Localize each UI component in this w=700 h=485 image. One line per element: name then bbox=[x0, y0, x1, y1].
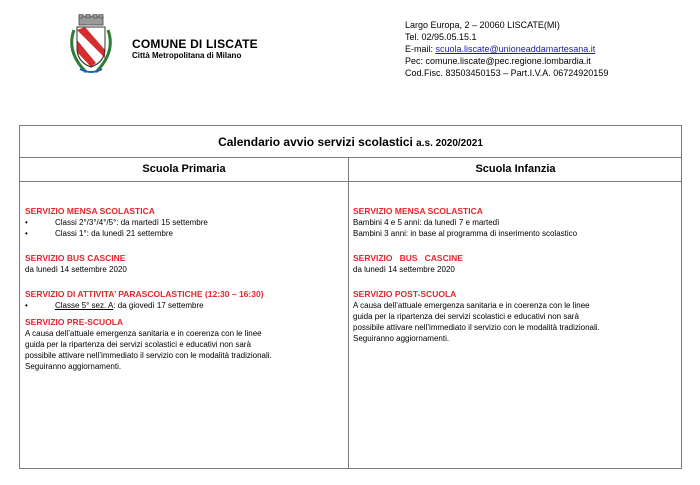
org-name: COMUNE DI LISCATE bbox=[132, 37, 258, 51]
table-title-main: Calendario avvio servizi scolastici bbox=[218, 135, 417, 149]
email-link[interactable]: scuola.liscate@unioneaddamartesana.it bbox=[435, 44, 596, 54]
column-divider bbox=[348, 157, 349, 469]
table-title-row bbox=[20, 126, 681, 158]
bullet: • bbox=[25, 301, 28, 310]
contact-block bbox=[405, 19, 608, 79]
schedule-table bbox=[19, 125, 682, 469]
school-year: a.s. 2020/2021 bbox=[416, 138, 483, 149]
column-header-row bbox=[20, 157, 681, 182]
primaria-parascolastiche-title: SERVIZIO DI ATTIVITA’ PARASCOLASTICHE (12:30 – 16:30) bbox=[25, 289, 264, 299]
email-line bbox=[405, 43, 608, 55]
org-subtitle: Città Metropolitana di Milano bbox=[132, 51, 242, 60]
bullet: • bbox=[25, 229, 28, 238]
paragraph-line: guida per la ripartenza dei servizi scolastici e educativi non sarà bbox=[25, 340, 251, 349]
address: Largo Europa, 2 – 20060 LISCATE(MI) bbox=[405, 20, 560, 30]
primaria-column bbox=[25, 206, 340, 372]
paragraph-line: possibile attivare nell’immediato il servizio con le modalità tradizionali. bbox=[353, 323, 600, 332]
infanzia-mensa-title: SERVIZIO MENSA SCOLASTICA bbox=[353, 206, 483, 216]
paragraph-line: Bambini 4 e 5 anni: da lunedì 7 e martedì bbox=[353, 218, 500, 227]
telephone: Tel. 02/95.05.15.1 bbox=[405, 32, 477, 42]
class-section-label: Classe 5° sez. A bbox=[55, 301, 114, 310]
list-item bbox=[25, 217, 340, 228]
paragraph-line: Bambini 3 anni: in base al programma di inserimento scolastico bbox=[353, 229, 578, 238]
bullet: • bbox=[25, 218, 28, 227]
paragraph-line: A causa dell’attuale emergenza sanitaria e in coerenza con le linee bbox=[25, 329, 262, 338]
list-item-text: Classi 1°: da lunedì 21 settembre bbox=[55, 229, 173, 238]
list-item-text: : da giovedì 17 settembre bbox=[113, 301, 204, 310]
paragraph-line: Seguiranno aggiornamenti. bbox=[353, 334, 450, 343]
fiscal-code: Cod.Fisc. 83503450153 – Part.I.V.A. 06724920159 bbox=[405, 68, 609, 78]
paragraph-line: guida per la ripartenza dei servizi scolastici e educativi non sarà bbox=[353, 312, 579, 321]
coat-of-arms-icon bbox=[66, 14, 116, 76]
primaria-bus-title: SERVIZIO BUS CASCINE bbox=[25, 253, 126, 263]
list-item bbox=[25, 228, 340, 239]
column-header-infanzia: Scuola Infanzia bbox=[475, 163, 556, 175]
pec-address: Pec: comune.liscate@pec.regione.lombardia.it bbox=[405, 56, 591, 66]
primaria-prescuola-title: SERVIZIO PRE-SCUOLA bbox=[25, 317, 124, 327]
email-label: E-mail: bbox=[405, 44, 436, 54]
paragraph-line: A causa dell’attuale emergenza sanitaria e in coerenza con le linee bbox=[353, 301, 590, 310]
list-item bbox=[25, 300, 340, 311]
paragraph-line: Seguiranno aggiornamenti. bbox=[25, 362, 122, 371]
infanzia-column bbox=[353, 206, 673, 344]
infanzia-bus-text: da lunedì 14 settembre 2020 bbox=[353, 265, 455, 274]
list-item-text: Classi 2°/3°/4°/5°: da martedì 15 settembre bbox=[55, 218, 208, 227]
primaria-mensa-title: SERVIZIO MENSA SCOLASTICA bbox=[25, 206, 155, 216]
table-title bbox=[20, 135, 681, 149]
primaria-bus-text: da lunedì 14 settembre 2020 bbox=[25, 265, 127, 274]
paragraph-line: possibile attivare nell’immediato il servizio con le modalità tradizionali. bbox=[25, 351, 272, 360]
infanzia-postscuola-title: SERVIZIO POST-SCUOLA bbox=[353, 289, 457, 299]
column-header-primaria: Scuola Primaria bbox=[142, 163, 226, 175]
infanzia-bus-title: SERVIZIO BUS CASCINE bbox=[353, 253, 463, 263]
